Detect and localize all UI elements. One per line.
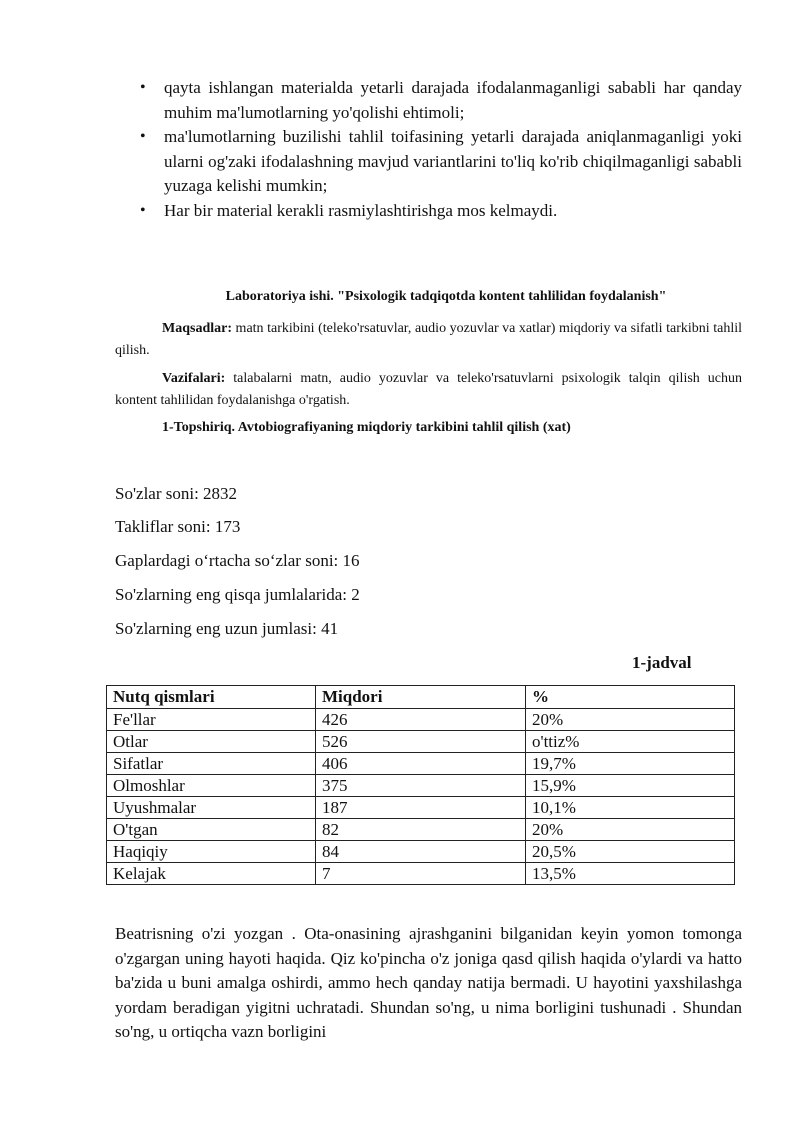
stat-longest-sentence: So'zlarning eng uzun jumlasi: 41 — [115, 619, 339, 638]
tasks-text: talabalarni matn, audio yozuvlar va teleko'rsatuvlarni psixologik talqin qilish uchun kontent tahlilidan foydalanishga o'rgatish. — [115, 371, 742, 408]
column-header: % — [526, 686, 735, 709]
lab-title: Laboratoriya ishi. "Psixologik tadqiqotda kontent tahlilidan foydalanish" — [225, 289, 667, 304]
bullet-icon: • — [140, 128, 146, 145]
stat-sentence-count: Takliflar soni: 173 — [115, 517, 241, 536]
goals-paragraph — [115, 318, 742, 362]
column-header: Nutq qismlari — [107, 686, 316, 709]
tasks-paragraph — [115, 368, 742, 412]
list-item — [140, 76, 742, 125]
task1-title: 1-Topshiriq. Avtobiografiyaning miqdoriy tarkibini tahlil qilish (xat) — [162, 420, 571, 435]
table-cell: 375 — [316, 775, 526, 797]
table-row — [107, 863, 735, 885]
table-cell: 20,5% — [526, 841, 735, 863]
bullet-list — [140, 76, 742, 223]
table-cell: 20% — [526, 819, 735, 841]
table-row — [107, 709, 735, 731]
table-cell: Kelajak — [107, 863, 316, 885]
tasks-label: Vazifalari: — [162, 371, 226, 386]
table-cell: Fe'llar — [107, 709, 316, 731]
column-header: Miqdori — [316, 686, 526, 709]
table-row — [107, 731, 735, 753]
table-header-row — [107, 686, 735, 709]
bullet-text: Har bir material kerakli rasmiylashtirishga mos kelmaydi. — [164, 200, 558, 220]
bullet-text: qayta ishlangan materialda yetarli darajada ifodalanmaganligi sababli har qanday muhim ma'lumotlarning yo'qolishi ehtimoli; — [164, 78, 742, 122]
list-item — [140, 125, 742, 199]
goals-text: matn tarkibini (teleko'rsatuvlar, audio yozuvlar va xatlar) miqdoriy va sifatli tarkibni tahlil qilish. — [115, 321, 742, 358]
table-cell: Uyushmalar — [107, 797, 316, 819]
table-cell: 19,7% — [526, 753, 735, 775]
goals-label: Maqsadlar: — [162, 321, 232, 336]
body-paragraph: Beatrisning o'zi yozgan . Ota-onasining ajrashganini bilganidan keyin yomon tomonga o'zgargan uning hayoti haqida. Qiz ko'pincha o'z joniga qasd qilish haqida o'ylardi va hatto ba'zida u buni amalga oshirdi, ammo hech qanday natija bermadi. U hayotini yaxshilashga yordam beradigan yigitni uchratadi. Shundan so'ng, u nima borligini tushunadi . Shundan so'ng, u ortiqcha vazn borligini — [115, 924, 742, 1041]
bullet-icon: • — [140, 79, 146, 96]
table-cell: Olmoshlar — [107, 775, 316, 797]
table-row — [107, 797, 735, 819]
table-label: 1-jadval — [632, 653, 692, 672]
table-cell: 406 — [316, 753, 526, 775]
table-cell: O'tgan — [107, 819, 316, 841]
table-cell: 187 — [316, 797, 526, 819]
table-cell: 20% — [526, 709, 735, 731]
table-cell: 15,9% — [526, 775, 735, 797]
table-cell: 426 — [316, 709, 526, 731]
table-row — [107, 775, 735, 797]
table-cell: 10,1% — [526, 797, 735, 819]
table-cell: 84 — [316, 841, 526, 863]
table-row — [107, 753, 735, 775]
parts-of-speech-table — [106, 685, 735, 885]
stat-word-count: So'zlar soni: 2832 — [115, 484, 238, 503]
stat-shortest-sentence: So'zlarning eng qisqa jumlalarida: 2 — [115, 585, 360, 604]
table-cell: 7 — [316, 863, 526, 885]
table-cell: Otlar — [107, 731, 316, 753]
table-cell: o'ttiz% — [526, 731, 735, 753]
table-row — [107, 841, 735, 863]
stat-average-words: Gaplardagi o‘rtacha so‘zlar soni: 16 — [115, 551, 360, 570]
table-cell: 82 — [316, 819, 526, 841]
table-cell: Sifatlar — [107, 753, 316, 775]
table-cell: Haqiqiy — [107, 841, 316, 863]
list-item — [140, 199, 742, 224]
bullet-text: ma'lumotlarning buzilishi tahlil toifasining yetarli darajada aniqlanmaganligi yoki ularni og'zaki ifodalashning mavjud variantlarini to'liq ko'rib chiqilmaganligi sababli yuzaga kelishi mumkin; — [164, 127, 742, 195]
table-row — [107, 819, 735, 841]
table-cell: 13,5% — [526, 863, 735, 885]
table-cell: 526 — [316, 731, 526, 753]
bullet-icon: • — [140, 201, 146, 219]
